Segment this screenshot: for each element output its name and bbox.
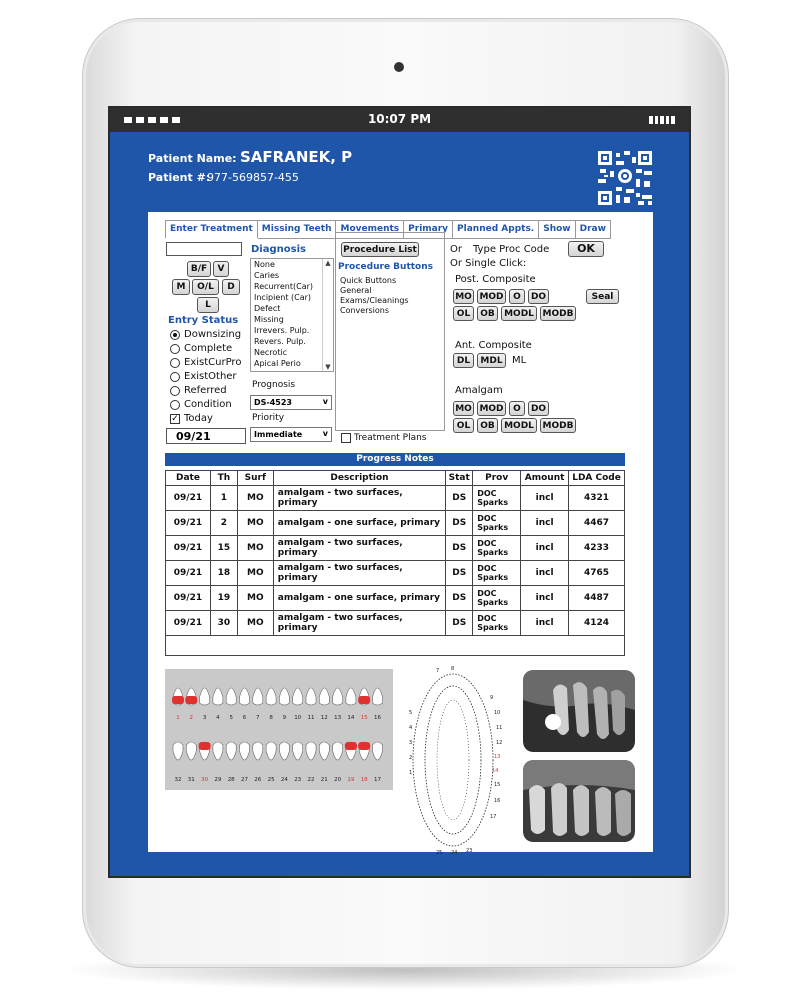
lower-tooth[interactable] [333, 742, 343, 760]
tab-show[interactable]: Show [539, 220, 575, 239]
cell-surface: MO [237, 561, 273, 586]
upper-tooth[interactable] [213, 688, 223, 705]
lower-tooth[interactable] [213, 742, 223, 760]
lower-tooth[interactable] [253, 742, 263, 760]
tablet-screen [108, 106, 691, 878]
tooth-number: 26 [254, 777, 262, 783]
procedure-buttons-label: Procedure Buttons [338, 262, 434, 272]
tooth-number: 6 [242, 715, 247, 721]
post-mo-button[interactable]: MO [453, 289, 474, 304]
svg-text:11: 11 [496, 725, 503, 731]
tooth-number: 31 [187, 777, 195, 783]
svg-text:1: 1 [409, 770, 413, 776]
tooth-chart[interactable] [165, 669, 393, 790]
lower-tooth[interactable] [279, 742, 289, 760]
post-ob-button[interactable]: OB [477, 306, 498, 321]
tooth-number: 23 [294, 777, 302, 783]
cell-surface: MO [237, 536, 273, 561]
cell-description: amalgam - two surfaces, primary [273, 536, 445, 561]
upper-tooth[interactable] [293, 688, 303, 705]
l-button[interactable]: L [197, 297, 219, 313]
tooth-number: 17 [374, 777, 381, 783]
cell-tooth: 2 [210, 511, 237, 536]
upper-tooth[interactable] [346, 688, 356, 705]
procedure-item-exams[interactable]: Exams/Cleanings [340, 296, 409, 305]
cell-amount: incl [521, 536, 569, 561]
status-referred-label: Referred [184, 385, 227, 396]
cell-amount: incl [521, 611, 569, 636]
tooth-number: 30 [201, 777, 209, 783]
svg-text:9: 9 [490, 695, 494, 701]
cell-status: DS [446, 561, 473, 586]
chart-panel [148, 212, 653, 856]
status-existcurpro-radio[interactable] [170, 358, 180, 368]
xray-image-lower[interactable] [523, 760, 635, 842]
col-status[interactable]: Stat [446, 471, 473, 486]
tooth-number: 32 [174, 777, 182, 783]
tab-primary[interactable]: Primary [404, 220, 453, 239]
status-complete-radio[interactable] [170, 344, 180, 354]
type-proc-code-label: Type Proc Code [473, 244, 550, 255]
cell-date: 09/21 [166, 486, 211, 511]
tooth-number: 1 [176, 715, 180, 721]
col-description[interactable]: Description [273, 471, 445, 486]
svg-text:12: 12 [496, 740, 503, 746]
lower-tooth[interactable] [293, 742, 303, 760]
diagnosis-item[interactable]: Irrevers. Pulp. [254, 326, 310, 335]
treatment-plans-label: Treatment Plans [354, 433, 427, 443]
patient-name: SAFRANEK, P [240, 148, 353, 166]
procedure-item-conversions[interactable]: Conversions [340, 306, 390, 315]
svg-text:25: 25 [436, 850, 443, 856]
m-button[interactable]: M [172, 279, 190, 295]
xray-image-upper[interactable] [523, 670, 635, 752]
scroll-down-icon[interactable]: ▼ [325, 363, 331, 371]
tooth-number: 21 [320, 777, 328, 783]
highlighted-tooth-crown [345, 742, 357, 750]
status-referred-radio[interactable] [170, 386, 180, 396]
tooth-number: 27 [241, 777, 248, 783]
patient-number: 977-569857-455 [207, 171, 299, 184]
diagnosis-item[interactable]: Incipient (Car) [254, 293, 312, 302]
procedure-list-button[interactable]: Procedure List [341, 242, 419, 257]
upper-tooth[interactable] [240, 688, 250, 705]
cell-lda-code: 4124 [569, 611, 625, 636]
cell-tooth: 19 [210, 586, 237, 611]
upper-tooth[interactable] [319, 688, 329, 705]
lower-tooth[interactable] [240, 742, 250, 760]
progress-notes-header: Progress Notes [165, 453, 625, 466]
cell-date: 09/21 [166, 611, 211, 636]
provider-line: Sparks [477, 548, 509, 557]
cell-provider [473, 536, 521, 561]
lower-tooth[interactable] [226, 742, 236, 760]
svg-text:23: 23 [466, 848, 473, 854]
status-condition-label: Condition [184, 399, 232, 410]
table-header-row [166, 471, 625, 486]
tooth-number: 2 [189, 715, 194, 721]
diagnosis-item[interactable]: Caries [254, 271, 280, 280]
ant-dl-button[interactable]: DL [453, 353, 474, 368]
tooth-number: 12 [320, 715, 328, 721]
lower-tooth[interactable] [173, 742, 183, 760]
provider-line: Sparks [477, 573, 509, 582]
cell-description: amalgam - one surface, primary [273, 586, 445, 611]
arch-diagram[interactable] [406, 664, 506, 856]
tooth-number: 4 [216, 715, 220, 721]
provider-line: DOC [477, 564, 497, 573]
svg-text:14: 14 [492, 768, 499, 774]
post-ol-button[interactable]: OL [453, 306, 474, 321]
cell-tooth: 15 [210, 536, 237, 561]
prognosis-label: Prognosis [252, 380, 296, 390]
svg-text:3: 3 [409, 740, 413, 746]
upper-tooth[interactable] [279, 688, 289, 705]
cell-description: amalgam - two surfaces, primary [273, 561, 445, 586]
lower-tooth[interactable] [373, 742, 383, 760]
cell-lda-code: 4765 [569, 561, 625, 586]
tooth-number: 24 [280, 777, 288, 783]
cell-status: DS [446, 511, 473, 536]
prognosis-select[interactable] [250, 395, 332, 410]
amalgam-o-button[interactable]: O [509, 401, 525, 416]
cell-date: 09/21 [166, 536, 211, 561]
tooth-number: 3 [202, 715, 207, 721]
post-mod-button[interactable]: MOD [477, 289, 506, 304]
priority-select[interactable] [250, 427, 332, 442]
cell-amount: incl [521, 561, 569, 586]
status-complete-label: Complete [184, 343, 233, 354]
amalgam-modl-button[interactable]: MODL [501, 418, 537, 433]
priority-value: Immediate [254, 430, 303, 439]
svg-text:7: 7 [436, 668, 440, 674]
status-downsizing-radio[interactable] [170, 330, 180, 340]
post-composite-label: Post. Composite [455, 274, 536, 285]
chevron-down-icon: v [322, 429, 328, 438]
chevron-down-icon: v [322, 397, 328, 406]
tooth-number: 28 [227, 777, 235, 783]
cell-lda-code: 4487 [569, 586, 625, 611]
tooth-number: 9 [282, 715, 287, 721]
amalgam-ol-button[interactable]: OL [453, 418, 474, 433]
svg-text:8: 8 [451, 666, 455, 672]
prognosis-value: DS-4523 [254, 398, 292, 407]
tooth-number: 25 [267, 777, 275, 783]
col-amount[interactable]: Amount [521, 471, 569, 486]
svg-text:15: 15 [494, 782, 501, 788]
cell-description: amalgam - one surface, primary [273, 511, 445, 536]
svg-text:2: 2 [409, 755, 413, 761]
cell-date: 09/21 [166, 511, 211, 536]
svg-text:16: 16 [494, 798, 501, 804]
procedure-item-quick-buttons[interactable]: Quick Buttons [340, 276, 397, 285]
svg-text:4: 4 [409, 725, 413, 731]
single-click-label: Or Single Click: [450, 258, 527, 269]
svg-text:5: 5 [409, 710, 413, 716]
cell-date: 09/21 [166, 561, 211, 586]
table-row[interactable] [166, 511, 625, 536]
amalgam-modb-button[interactable]: MODB [540, 418, 576, 433]
post-o-button[interactable]: O [509, 289, 525, 304]
upper-tooth[interactable] [253, 688, 263, 705]
provider-line: DOC [477, 489, 497, 498]
cell-status: DS [446, 486, 473, 511]
tab-draw[interactable]: Draw [576, 220, 611, 239]
tooth-number: 13 [334, 715, 342, 721]
cell-tooth: 1 [210, 486, 237, 511]
cell-surface: MO [237, 586, 273, 611]
cell-provider [473, 486, 521, 511]
tooth-number: 22 [307, 777, 315, 783]
highlighted-tooth-crown [172, 696, 184, 704]
cell-provider [473, 561, 521, 586]
diagnosis-label: Diagnosis [251, 244, 306, 255]
amalgam-label: Amalgam [455, 385, 503, 396]
cell-description: amalgam - two surfaces, primary [273, 486, 445, 511]
cell-description: amalgam - two surfaces, primary [273, 611, 445, 636]
highlighted-tooth-crown [358, 696, 370, 704]
tooth-number: 11 [307, 715, 315, 721]
highlighted-tooth-crown [185, 696, 197, 704]
table-row[interactable] [166, 536, 625, 561]
lower-tooth[interactable] [186, 742, 196, 760]
procedure-item-general[interactable]: General [340, 286, 372, 295]
table-row[interactable] [166, 486, 625, 511]
cell-amount: incl [521, 586, 569, 611]
upper-tooth[interactable] [200, 688, 210, 705]
treatment-plans-checkbox[interactable] [341, 433, 351, 443]
tab-missing-teeth[interactable]: Missing Teeth [258, 220, 337, 239]
table-row[interactable] [166, 586, 625, 611]
tooth-number: 19 [347, 777, 355, 783]
table-row[interactable] [166, 561, 625, 586]
patient-number-label: Patient #: [148, 171, 211, 184]
d-button[interactable]: D [222, 279, 240, 295]
svg-text:24: 24 [451, 850, 458, 856]
cell-status: DS [446, 586, 473, 611]
status-downsizing-label: Downsizing [184, 329, 242, 340]
post-do-button[interactable]: DO [528, 289, 549, 304]
status-existother-radio[interactable] [170, 372, 180, 382]
highlighted-tooth-crown [358, 742, 370, 750]
progress-notes-table [165, 470, 625, 636]
post-modb-button[interactable]: MODB [540, 306, 576, 321]
today-label: Today [184, 413, 213, 424]
lower-tooth[interactable] [319, 742, 329, 760]
bf-button[interactable]: B/F [187, 261, 211, 277]
provider-line: DOC [477, 614, 497, 623]
diagnosis-item[interactable]: Missing [254, 315, 284, 324]
diagnosis-item[interactable]: Defect [254, 304, 281, 313]
cell-status: DS [446, 536, 473, 561]
diagnosis-scrollbar[interactable] [322, 259, 333, 371]
priority-label: Priority [252, 413, 285, 423]
provider-line: Sparks [477, 523, 509, 532]
qr-code-icon[interactable] [596, 149, 654, 207]
cell-provider [473, 511, 521, 536]
cell-lda-code: 4321 [569, 486, 625, 511]
cell-tooth: 30 [210, 611, 237, 636]
status-existother-label: ExistOther [184, 371, 237, 382]
tooth-number: 8 [269, 715, 273, 721]
ok-button[interactable]: OK [568, 241, 604, 257]
highlighted-tooth-crown [199, 742, 211, 750]
tooth-number-input[interactable] [166, 242, 242, 256]
diagnosis-item[interactable]: Revers. Pulp. [254, 337, 306, 346]
progress-notes-empty-area [165, 626, 625, 656]
tab-movements[interactable]: Movements [336, 220, 404, 239]
ml-label[interactable]: ML [512, 355, 527, 366]
diagnosis-item[interactable]: None [254, 260, 275, 269]
lower-tooth[interactable] [266, 742, 276, 760]
cell-amount: incl [521, 511, 569, 536]
diagnosis-list[interactable] [250, 258, 334, 372]
status-bar [110, 108, 689, 132]
lower-tooth[interactable] [306, 742, 316, 760]
cell-surface: MO [237, 611, 273, 636]
post-modl-button[interactable]: MODL [501, 306, 537, 321]
col-tooth[interactable]: Th [210, 471, 237, 486]
provider-line: Sparks [477, 623, 509, 632]
amalgam-mo-button[interactable]: MO [453, 401, 474, 416]
upper-tooth[interactable] [333, 688, 343, 705]
battery-icon [649, 116, 675, 124]
svg-text:17: 17 [490, 814, 497, 820]
tab-enter-treatment[interactable]: Enter Treatment [165, 220, 258, 238]
cell-surface: MO [237, 511, 273, 536]
provider-line: Sparks [477, 498, 509, 507]
svg-text:13: 13 [494, 754, 501, 760]
diagnosis-item[interactable]: Recurrent(Car) [254, 282, 313, 291]
tooth-number: 15 [360, 715, 368, 721]
tooth-number: 29 [214, 777, 222, 783]
seal-button[interactable]: Seal [586, 289, 619, 304]
upper-tooth[interactable] [373, 688, 383, 705]
col-lda-code[interactable]: LDA Code [569, 471, 625, 486]
svg-text:10: 10 [494, 710, 501, 716]
cell-surface: MO [237, 486, 273, 511]
entry-status-label: Entry Status [168, 315, 239, 326]
tab-planned-appts[interactable]: Planned Appts. [453, 220, 539, 239]
tooth-number: 18 [360, 777, 368, 783]
ol-button[interactable]: O/L [192, 279, 219, 295]
cell-lda-code: 4233 [569, 536, 625, 561]
scroll-up-icon[interactable]: ▲ [325, 259, 331, 267]
status-condition-radio[interactable] [170, 400, 180, 410]
provider-line: Sparks [477, 598, 509, 607]
tooth-number: 20 [334, 777, 342, 783]
tooth-number: 5 [229, 715, 233, 721]
amalgam-ob-button[interactable]: OB [477, 418, 498, 433]
status-time: 10:07 PM [367, 112, 432, 126]
upper-tooth[interactable] [226, 688, 236, 705]
tooth-number: 10 [294, 715, 302, 721]
col-surface[interactable]: Surf [237, 471, 273, 486]
status-existcurpro-label: ExistCurPro [184, 357, 242, 368]
cell-lda-code: 4467 [569, 511, 625, 536]
ant-mdl-button[interactable]: MDL [477, 353, 506, 368]
amalgam-mod-button[interactable]: MOD [477, 401, 506, 416]
cell-amount: incl [521, 486, 569, 511]
provider-line: DOC [477, 539, 497, 548]
v-button[interactable]: V [213, 261, 229, 277]
cell-provider [473, 586, 521, 611]
amalgam-do-button[interactable]: DO [528, 401, 549, 416]
diagnosis-item[interactable]: Necrotic [254, 348, 288, 357]
tooth-number: 7 [256, 715, 260, 721]
upper-tooth[interactable] [266, 688, 276, 705]
date-field[interactable]: 09/21 [166, 428, 246, 444]
col-date[interactable]: Date [166, 471, 211, 486]
upper-tooth[interactable] [306, 688, 316, 705]
ant-composite-label: Ant. Composite [455, 340, 532, 351]
cell-tooth: 18 [210, 561, 237, 586]
provider-line: DOC [477, 589, 497, 598]
provider-line: DOC [477, 514, 497, 523]
camera-icon [394, 62, 404, 72]
tooth-number: 16 [374, 715, 381, 721]
col-provider[interactable]: Prov [473, 471, 521, 486]
patient-name-label: Patient Name: [148, 152, 237, 165]
cell-date: 09/21 [166, 586, 211, 611]
cell-status: DS [446, 611, 473, 636]
or-label: Or [450, 244, 462, 255]
today-checkbox[interactable]: ✓ [171, 414, 179, 424]
diagnosis-item[interactable]: Apical Perio [254, 359, 301, 368]
tooth-number: 14 [347, 715, 355, 721]
